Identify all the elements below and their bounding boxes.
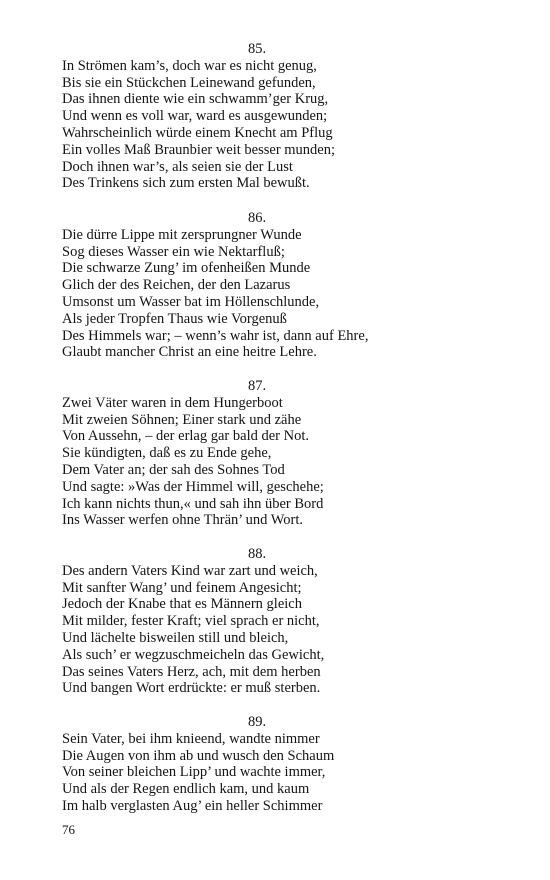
verse-line: Und bangen Wort erdrückte: er muß sterben. [62,680,321,697]
verse-line: Glaubt mancher Christ an eine heitre Lehre. [62,344,317,361]
verse-line: Jedoch der Knabe that es Männern gleich [62,596,302,613]
verse-line: Dem Vater an; der sah des Sohnes Tod [62,461,285,478]
verse-line: Als jeder Tropfen Thaus wie Vorgenuß [62,310,287,327]
verse-line: Mit milder, fester Kraft; viel sprach er nicht, [62,613,320,630]
verse-line: Des Trinkens sich zum ersten Mal bewußt. [62,175,310,192]
verse-line: Sie kündigten, daß es zu Ende gehe, [62,445,272,462]
stanza-86 [62,210,482,361]
verse-line: Als such’ er wegzuschmeicheln das Gewicht, [62,646,325,663]
verse-line: Von seiner bleichen Lipp’ und wachte immer, [62,764,326,781]
verse-line: Im halb verglasten Aug’ ein heller Schimmer [62,797,323,814]
verse-line: Des andern Vaters Kind war zart und weich, [62,562,318,579]
verse-line: Sog dieses Wasser ein wie Nektarfluß; [62,243,285,260]
page-number: 76 [62,822,75,837]
verse-line: Zwei Väter waren in dem Hungerboot [62,394,283,411]
verse-line: Und lächelte bisweilen still und bleich, [62,629,289,646]
verse-line: Und sagte: »Was der Himmel will, geschehe; [62,478,324,495]
verse-line: Glich der des Reichen, der den Lazarus [62,277,291,294]
verse-line: In Strömen kam’s, doch war es nicht genug, [62,57,317,74]
verse-line: Doch ihnen war’s, als seien sie der Lust [62,158,293,175]
stanza-number: 85. [247,41,267,57]
verse-line: Mit zweien Söhnen; Einer stark und zähe [62,411,302,428]
verse-line: Des Himmels war; – wenn’s wahr ist, dann auf Ehre, [62,327,369,344]
verse-line: Ein volles Maß Braunbier weit besser munden; [62,141,336,158]
verse-line: Die Augen von ihm ab und wusch den Schaum [62,747,335,764]
verse-line: Und als der Regen endlich kam, und kaum [62,781,310,798]
verse-line: Mit sanfter Wang’ und feinem Angesicht; [62,579,302,596]
verse-line: Die dürre Lippe mit zersprungner Wunde [62,226,302,243]
stanza-89 [62,714,482,815]
stanza-number: 87. [247,378,267,394]
stanza-88 [62,546,482,697]
stanza-number: 89. [247,714,267,730]
verse-line: Umsonst um Wasser bat im Höllenschlunde, [62,293,320,310]
verse-line: Wahrscheinlich würde einem Knecht am Pflug [62,124,333,141]
stanza-number: 86. [247,210,267,226]
verse-line: Ich kann nichts thun,« und sah ihn über Bord [62,495,324,512]
stanza-number: 88. [247,546,267,562]
verse-line: Von Aussehn, – der erlag gar bald der Not. [62,428,309,445]
verse-line: Sein Vater, bei ihm knieend, wandte nimmer [62,730,320,747]
stanza-85 [62,41,482,192]
verse-line: Das seines Vaters Herz, ach, mit dem herben [62,663,321,680]
verse-line: Ins Wasser werfen ohne Thrän’ und Wort. [62,512,304,529]
stanza-87 [62,378,482,529]
verse-line: Das ihnen diente wie ein schwamm’ger Krug, [62,91,329,108]
verse-line: Bis sie ein Stückchen Leinewand gefunden, [62,74,316,91]
verse-line: Und wenn es voll war, ward es ausgewunden; [62,108,328,125]
verse-line: Die schwarze Zung’ im ofenheißen Munde [62,260,311,277]
